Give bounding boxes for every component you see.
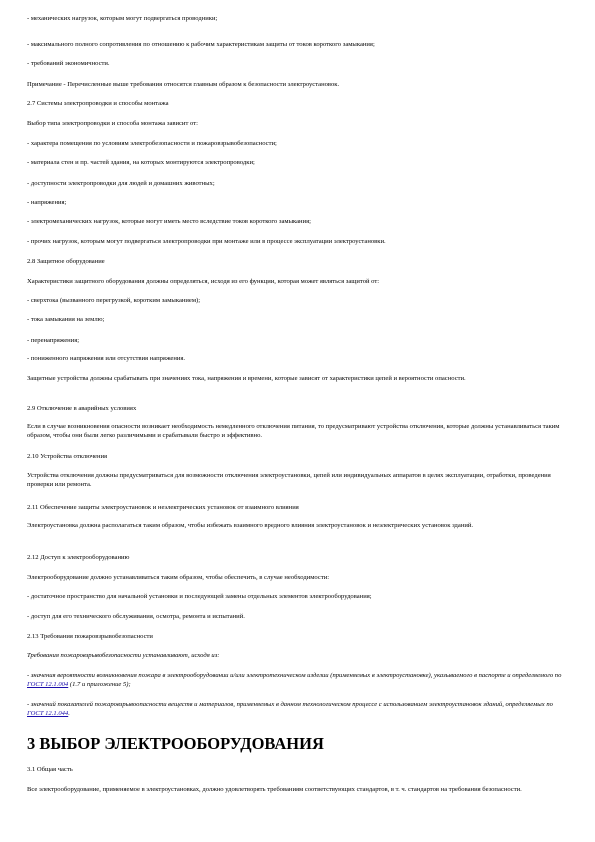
list-item: - характера помещения по условиям электробезопасности и пожаровзрывобезопасности; <box>27 140 277 147</box>
section-heading-2-13: 2.13 Требования пожаровзрывобезопасности <box>27 633 153 640</box>
text-line: Характеристики защитного оборудования должны определяться, исходя из его функции, которая может являться защитой от: <box>27 278 380 285</box>
list-item: - материала стен и пр. частей здания, на которых монтируются электропроводки; <box>27 159 255 166</box>
list-item: - перенапряжения; <box>27 337 80 344</box>
list-item: - тока замыкания на землю; <box>27 316 105 323</box>
text-line: - механических нагрузок, которым могут подвергаться проводники; <box>27 15 218 22</box>
list-item: - достаточное пространство для начальной установки и последующей замены отдельных элементов электрооборудования; <box>27 593 372 600</box>
gost-12-1-004-link[interactable]: ГОСТ 12.1.004 <box>27 681 69 688</box>
text-paragraph: Защитные устройства должны срабатывать при значениях тока, напряжения и времени, которые зависят от характеристики цепей и вероятности опасности. <box>27 375 466 382</box>
list-item: - пониженного напряжения или отсутствия напряжения. <box>27 355 186 362</box>
list-item-text: (1.7 и приложение 5); <box>68 681 131 688</box>
text-paragraph: Если в случае возникновения опасности возникает необходимость немедленного отключения питания, то предусматривают устройства отключения, которые должны устанавливаться таким образом, чтобы они были легко различимыми и срабатывали быстро и эффективно. <box>27 423 560 439</box>
section-heading-2-7: 2.7 Системы электропроводки и способы монтажа <box>27 100 169 107</box>
gost-12-1-044-link[interactable]: ГОСТ 12.1.044 <box>27 710 69 717</box>
text-line: Выбор типа электропроводки и способа монтажа зависит от: <box>27 120 198 127</box>
section-heading-2-12: 2.12 Доступ к электрооборудованию <box>27 554 130 561</box>
list-item: - доступности электропроводки для людей и домашних животных; <box>27 180 215 187</box>
list-item <box>27 700 568 718</box>
section-heading-2-11: 2.11 Обеспечение защиты электроустановок и неэлектрических установок от взаимного влияния <box>27 504 299 511</box>
text-line: Требования пожаровзрывобезопасности устанавливают, исходя из: <box>27 652 220 659</box>
list-item: - прочих нагрузок, которым могут подвергаться электропроводки при монтаже или в процессе эксплуатации электроустановки. <box>27 238 386 245</box>
list-item: - сверхтока (вызванного перегрузкой, коротким замыканием); <box>27 297 201 304</box>
section-heading-3-1: 3.1 Общая часть <box>27 766 73 773</box>
list-item <box>27 671 568 689</box>
note-line: Примечание - Перечисленные выше требования относятся главным образом к безопасности электроустановок. <box>27 81 340 88</box>
chapter-heading-3: 3 ВЫБОР ЭЛЕКТРООБОРУДОВАНИЯ <box>27 734 324 753</box>
text-line: - требований экономичности. <box>27 60 110 67</box>
text-paragraph: Электроустановка должна располагаться таким образом, чтобы избежать взаимного вредного влияния электроустановок и неэлектрических установок зданий. <box>27 522 474 529</box>
text-line: Электрооборудование должно устанавливаться таким образом, чтобы обеспечить, в случае необходимости: <box>27 574 330 581</box>
section-heading-2-9: 2.9 Отключение в аварийных условиях <box>27 405 137 412</box>
section-heading-2-10: 2.10 Устройства отключения <box>27 453 108 460</box>
text-line: - максимального полного сопротивления по отношению к рабочим характеристикам защиты от токов короткого замыкания; <box>27 41 375 48</box>
list-item: - доступ для его технического обслуживания, осмотра, ремонта и испытаний. <box>27 613 245 620</box>
list-item-text: - значения вероятности возникновения пожара в электрооборудовании и/или электротехническом изделии (применяемых в электроустановке), указываемого в паспорте и определяемого по <box>27 672 562 679</box>
text-paragraph: Все электрооборудование, применяемое в электроустановках, должно удовлетворять требованиям соответствующих стандартов, в т. ч. стандартов на требования безопасности. <box>27 786 522 793</box>
section-heading-2-8: 2.8 Защитное оборудование <box>27 258 105 265</box>
list-item: - напряжения; <box>27 199 67 206</box>
list-item-text: - значений показателей пожаровзрывоопасности веществ и материалов, применяемых в данном технологическом процессе с использованием электроустановок зданий, определяемых по <box>27 701 553 708</box>
text-paragraph: Устройства отключения должны предусматриваться для возможности отключения электроустановки, цепей или индивидуальных аппаратов в целях эксплуатации, отработки, проведения проверки или ремонта. <box>27 472 551 488</box>
list-item-text: . <box>68 710 70 717</box>
list-item: - электромеханических нагрузок, которые могут иметь место вследствие токов короткого замыкания; <box>27 218 311 225</box>
